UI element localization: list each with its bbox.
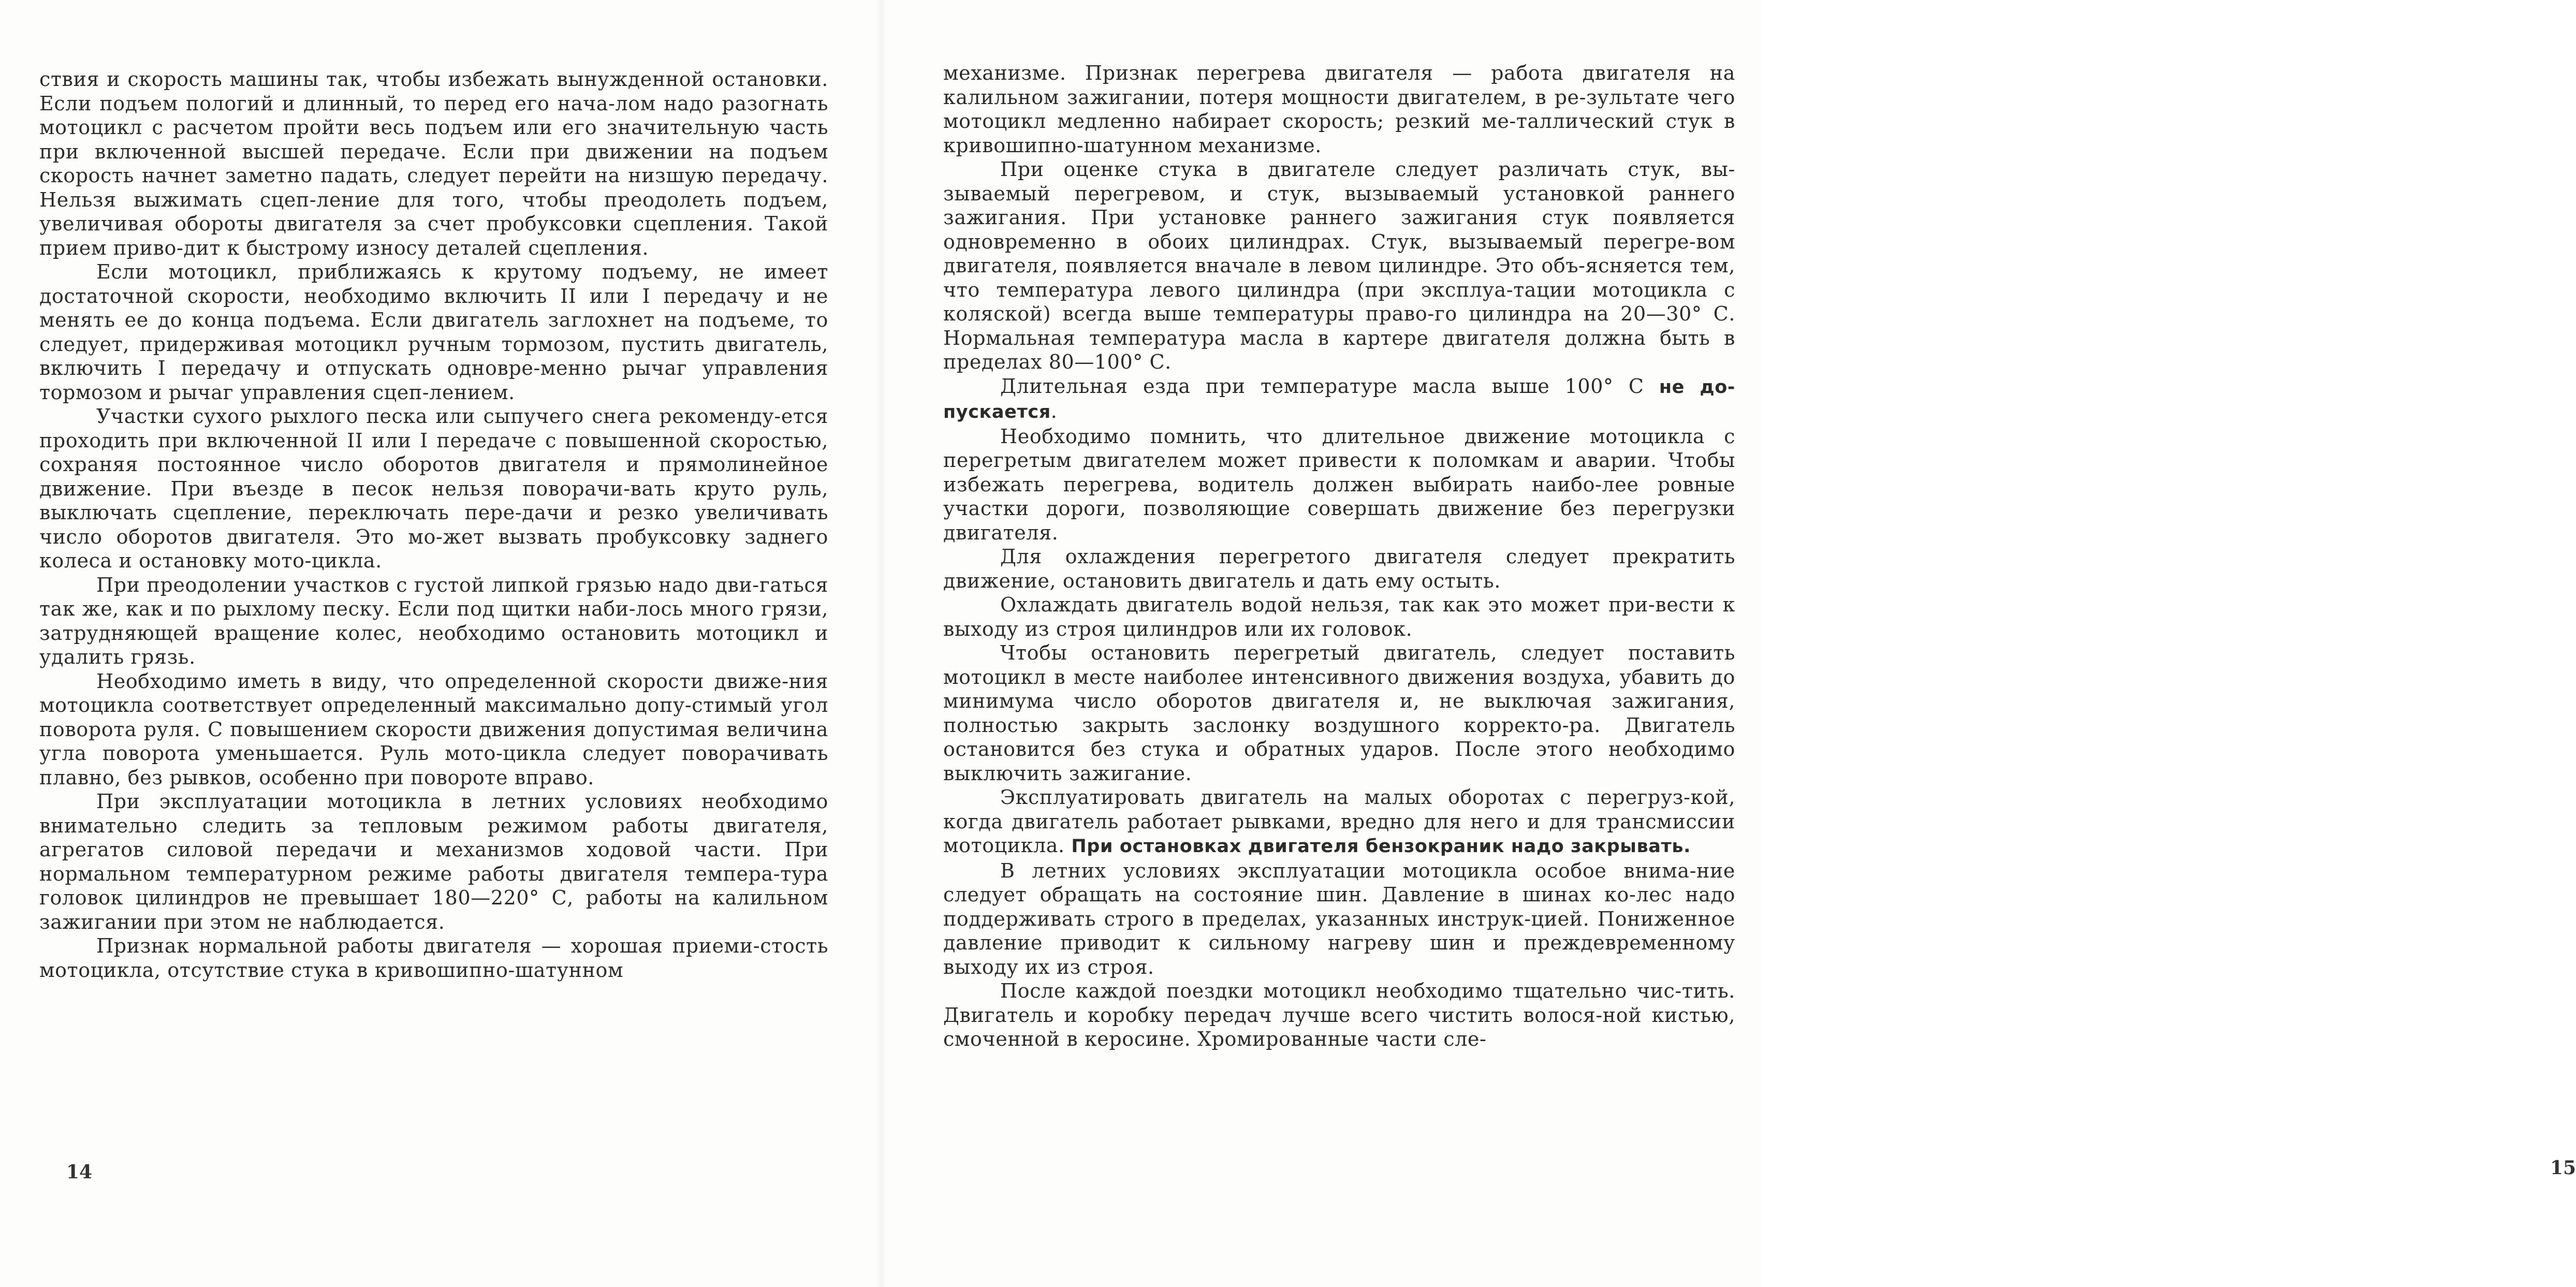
paragraph: После каждой поездки мотоцикл необходимо тщательно чис-тить. Двигатель и коробку передач лучше всего чистить волося-ной кистью, смоченной в керосине. Хромированные части сле- — [943, 979, 1735, 1050]
left-page — [0, 0, 881, 1287]
paragraph: В летних условиях эксплуатации мотоцикла особое внима-ние следует обращать на состояние шин. Давление в шинах ко-лес надо поддерживать строго в пределах, указанных инструк-цией. Пониженное давление приводит к сильному нагреву шин и преждевременному выходу их из строя. — [943, 859, 1735, 978]
paragraph: При преодолении участков с густой липкой грязью надо дви-гаться так же, как и по рыхлому песку. Если под щитки наби-лось много грязи, затрудняющей вращение колес, необходимо остановить мотоцикл и удалить грязь. — [39, 573, 828, 668]
paragraph — [943, 374, 1735, 425]
paragraph: Для охлаждения перегретого двигателя следует прекратить движение, остановить двигатель и дать ему остыть. — [943, 545, 1735, 592]
left-page-text — [39, 67, 828, 982]
paragraph: Признак нормальной работы двигателя — хорошая приеми-стость мотоцикла, отсутствие стука в кривошипно-шатунном — [39, 934, 828, 982]
right-page-text — [943, 61, 1735, 1051]
paragraph — [943, 785, 1735, 859]
bold-emphasis: не до-пускается — [943, 376, 1735, 422]
page-number-left: 14 — [66, 1161, 93, 1183]
paragraph: Если мотоцикл, приближаясь к крутому подъему, не имеет достаточной скорости, необходимо включить II или I передачу и не менять ее до конца подъема. Если двигатель заглохнет на подъеме, то следует, придерживая мотоцикл ручным тормозом, пустить двигатель, включить I передачу и отпускать одновре-менно рычаг управления тормозом и рычаг управления сцеп-лением. — [39, 260, 828, 404]
paragraph: Необходимо помнить, что длительное движение мотоцикла с перегретым двигателем может привести к поломкам и аварии. Чтобы избежать перегрева, водитель должен выбирать наибо-лее ровные участки дороги, позволяющие совершать движение без перегрузки двигателя. — [943, 425, 1735, 544]
paragraph: При эксплуатации мотоцикла в летних условиях необходимо внимательно следить за тепловым режимом работы двигателя, агрегатов силовой передачи и механизмов ходовой части. При нормальном температурном режиме работы двигателя темпера-тура головок цилиндров не превышает 180—220° С, работы на калильном зажигании при этом не наблюдается. — [39, 790, 828, 933]
paragraph-text: Эксплуатировать двигатель на малых оборотах с перегруз-кой, когда двигатель работает рывками, вредно для него и для трансмиссии мотоцикла. — [943, 786, 1735, 857]
paragraph: ствия и скорость машины так, чтобы избежать вынужденной остановки. Если подъем пологий и длинный, то перед его нача-лом надо разогнать мотоцикл с расчетом пройти весь подъем или его значительную часть при включенной высшей передаче. Если при движении на подъем скорость начнет заметно падать, следует перейти на низшую передачу. Нельзя выжимать сцеп-ление для того, чтобы преодолеть подъем, увеличивая обороты двигателя за счет пробуксовки сцепления. Такой прием приво-дит к быстрому износу деталей сцепления. — [39, 68, 828, 259]
paragraph: механизме. Признак перегрева двигателя — работа двигателя на калильном зажигании, потеря мощности двигателем, в ре-зультате чего мотоцикл медленно набирает скорость; резкий ме-таллический стук в кривошипно-шатунном механизме. — [943, 62, 1735, 157]
right-page — [881, 0, 2576, 1287]
paragraph: При оценке стука в двигателе следует различать стук, вы-зываемый перегревом, и стук, вызываемый установкой раннего зажигания. При установке раннего зажигания стук появляется одновременно в обоих цилиндрах. Стук, вызываемый перегре-вом двигателя, появляется вначале в левом цилиндре. Это объ-ясняется тем, что температура левого цилиндра (при эксплуа-тации мотоцикла с коляской) всегда выше температуры право-го цилиндра на 20—30° С. Нормальная температура масла в картере двигателя должна быть в пределах 80—100° С. — [943, 158, 1735, 373]
paragraph: Чтобы остановить перегретый двигатель, следует поставить мотоцикл в месте наиболее интенсивного движения воздуха, убавить до минимума число оборотов двигателя и, не выключая зажигания, полностью закрыть заслонку воздушного корректо-ра. Двигатель остановится без стука и обратных ударов. После этого необходимо выключить зажигание. — [943, 641, 1735, 785]
paragraph-text: . — [1050, 400, 1058, 422]
paragraph-text: Длительная езда при температуре масла выше 100° С — [1000, 374, 1659, 398]
paragraph: Участки сухого рыхлого песка или сыпучего снега рекоменду-ется проходить при включенной II или I передаче с повышенной скоростью, сохраняя постоянное число оборотов двигателя и прямолинейное движение. При въезде в песок нельзя поворачи-вать круто руль, выключать сцепление, переключать пере-дачи и резко увеличивать число оборотов двигателя. Это мо-жет вызвать пробуксовку заднего колеса и остановку мото-цикла. — [39, 405, 828, 572]
paragraph: Охлаждать двигатель водой нельзя, так как это может при-вести к выходу из строя цилиндров или их головок. — [943, 593, 1735, 640]
paragraph: Необходимо иметь в виду, что определенной скорости движе-ния мотоцикла соответствует определенный максимально допу-стимый угол поворота руля. С повышением скорости движения допустимая величина угла поворота уменьшается. Руль мото-цикла следует поворачивать плавно, без рывков, особенно при повороте вправо. — [39, 669, 828, 789]
page-number-right: 15 — [2550, 1157, 2576, 1179]
bold-emphasis: При остановках двигателя бензокраник надо закрывать. — [1071, 836, 1691, 857]
